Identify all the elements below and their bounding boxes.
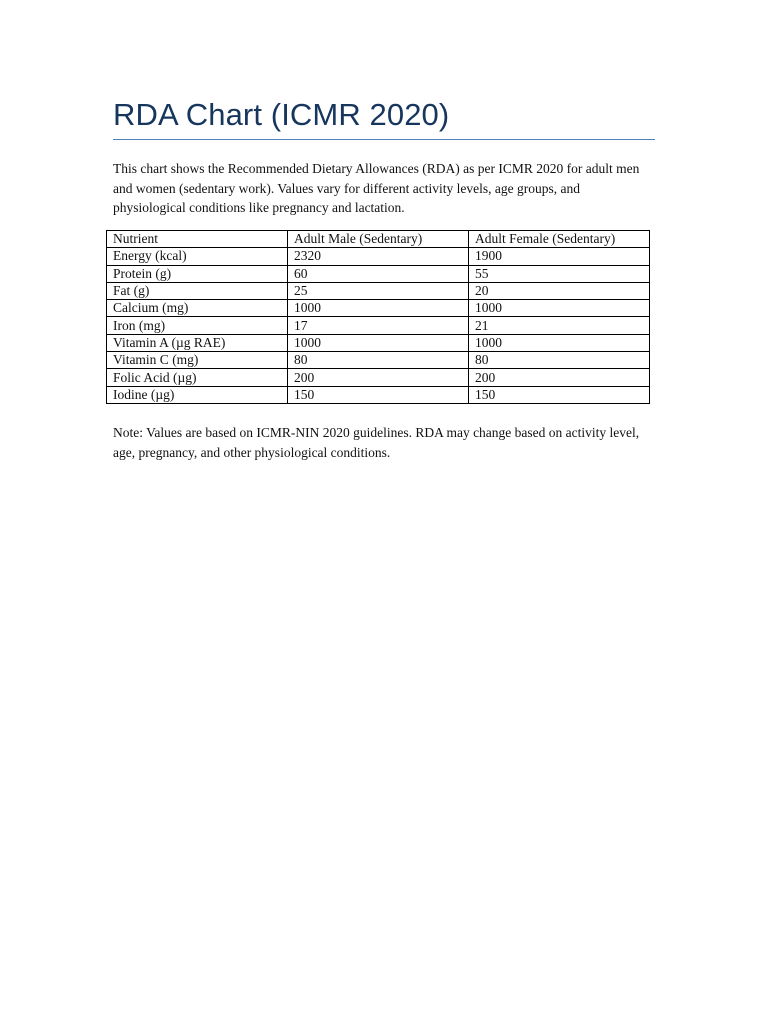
- rda-table: [106, 230, 650, 404]
- female-value-cell: 200: [469, 369, 650, 386]
- title-underline: [113, 139, 655, 140]
- nutrient-cell: Vitamin C (mg): [107, 352, 288, 369]
- nutrient-cell: Energy (kcal): [107, 248, 288, 265]
- female-value-cell: 1000: [469, 334, 650, 351]
- header-adult-male: Adult Male (Sedentary): [288, 231, 469, 248]
- female-value-cell: 21: [469, 317, 650, 334]
- female-value-cell: 80: [469, 352, 650, 369]
- nutrient-cell: Folic Acid (µg): [107, 369, 288, 386]
- table-row: [107, 369, 650, 386]
- header-nutrient: Nutrient: [107, 231, 288, 248]
- male-value-cell: 200: [288, 369, 469, 386]
- header-adult-female: Adult Female (Sedentary): [469, 231, 650, 248]
- nutrient-cell: Vitamin A (µg RAE): [107, 334, 288, 351]
- nutrient-cell: Iron (mg): [107, 317, 288, 334]
- female-value-cell: 1000: [469, 300, 650, 317]
- table-row: [107, 317, 650, 334]
- male-value-cell: 1000: [288, 300, 469, 317]
- page-title: RDA Chart (ICMR 2020): [113, 97, 450, 132]
- table-row: [107, 386, 650, 403]
- male-value-cell: 25: [288, 282, 469, 299]
- table-row: [107, 265, 650, 282]
- female-value-cell: 150: [469, 386, 650, 403]
- nutrient-cell: Iodine (µg): [107, 386, 288, 403]
- female-value-cell: 20: [469, 282, 650, 299]
- nutrient-cell: Fat (g): [107, 282, 288, 299]
- document-page: [113, 0, 655, 460]
- male-value-cell: 2320: [288, 248, 469, 265]
- male-value-cell: 150: [288, 386, 469, 403]
- male-value-cell: 1000: [288, 334, 469, 351]
- female-value-cell: 1900: [469, 248, 650, 265]
- table-row: [107, 334, 650, 351]
- nutrient-cell: Calcium (mg): [107, 300, 288, 317]
- table-row: [107, 248, 650, 265]
- intro-paragraph: This chart shows the Recommended Dietary Allowances (RDA) as per ICMR 2020 for adult men and women (sedentary work). Values vary for different activity levels, age groups, and physiological conditions like pregnancy and lactation.: [113, 161, 640, 215]
- table-row: [107, 300, 650, 317]
- table-row: [107, 282, 650, 299]
- table-header-row: [107, 231, 650, 248]
- note-paragraph: Note: Values are based on ICMR-NIN 2020 guidelines. RDA may change based on activity level, age, pregnancy, and other physiological conditions.: [113, 425, 640, 460]
- male-value-cell: 80: [288, 352, 469, 369]
- female-value-cell: 55: [469, 265, 650, 282]
- nutrient-cell: Protein (g): [107, 265, 288, 282]
- male-value-cell: 60: [288, 265, 469, 282]
- table-row: [107, 352, 650, 369]
- male-value-cell: 17: [288, 317, 469, 334]
